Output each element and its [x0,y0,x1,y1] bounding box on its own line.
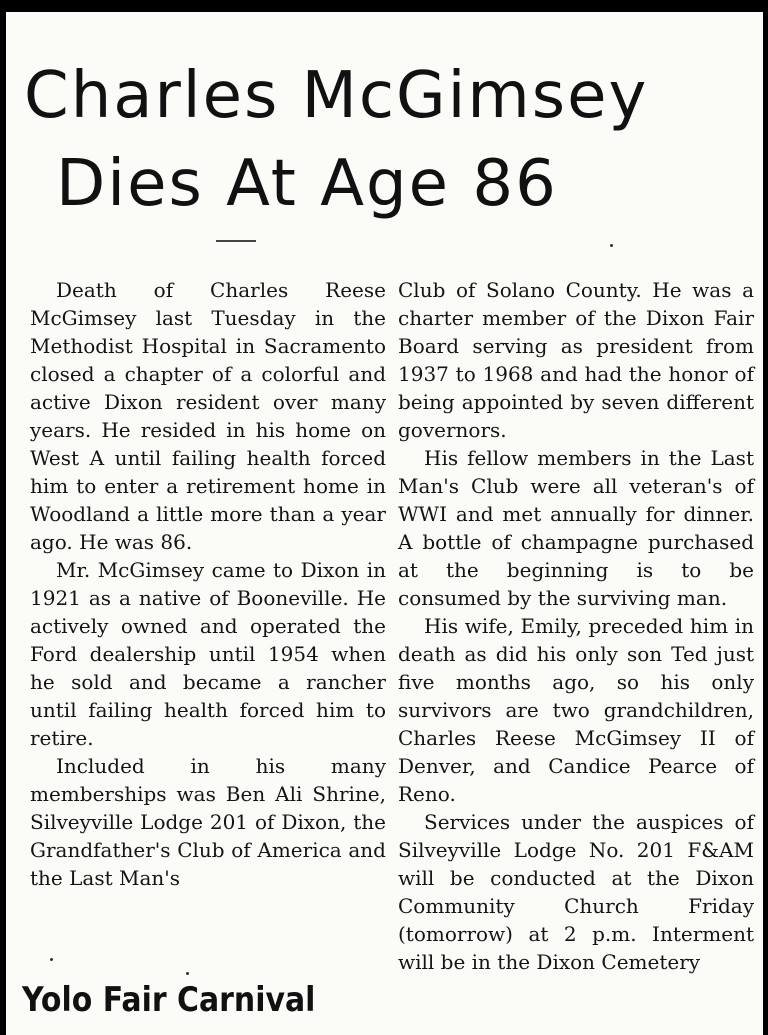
article-paragraph-continued: Club of Solano County. He was a charter member of the Dixon Fair Board serving as president from 1937 to 1968 and had the honor of being appointed by seven different governors. [398,278,754,442]
print-speck [186,972,189,975]
headline-line-2: Dies At Age 86 [56,147,558,221]
article-paragraph: Included in his many memberships was Ben Ali Shrine, Silveyville Lodge 201 of Dixon, the Grandfather's Club of America and the Last Man's [30,754,386,890]
article-paragraph: Services under the auspices of Silveyville Lodge No. 201 F&AM will be conducted at the Dixon Community Church Friday (tomorrow) at 2 p.m. Interment will be in the Dixon Cemetery [398,810,754,974]
headline-line-1: Charles McGimsey [24,59,649,133]
article-paragraph: His wife, Emily, preceded him in death as did his only son Ted just five months ago, so his only survivors are two grandchildren, Charles Reese McGimsey II of Denver, and Candice Pearce of Reno. [398,614,754,806]
article-paragraph: Mr. McGimsey came to Dixon in 1921 as a native of Booneville. He actively owned and operated the Ford dealership until 1954 when he sold and became a rancher until failing health forced him to retire. [30,558,386,750]
next-article-headline: Yolo Fair Carnival [22,980,316,1020]
article-paragraph: His fellow members in the Last Man's Club were all veteran's of WWI and met annually for dinner. A bottle of champagne purchased at the beginning is to be consumed by the surviving man. [398,446,754,610]
print-speck [610,244,613,247]
newspaper-clipping [6,12,763,1035]
article-column-right [398,276,754,976]
article-paragraph: Death of Charles Reese McGimsey last Tuesday in the Methodist Hospital in Sacramento closed a chapter of a colorful and active Dixon resident over many years. He resided in his home on West A until failing health forced him to enter a retirement home in Woodland a little more than a year ago. He was 86. [30,278,386,554]
print-speck [50,958,53,961]
article-column-left [30,276,386,892]
print-mark [216,240,256,242]
article-headline [24,52,754,228]
